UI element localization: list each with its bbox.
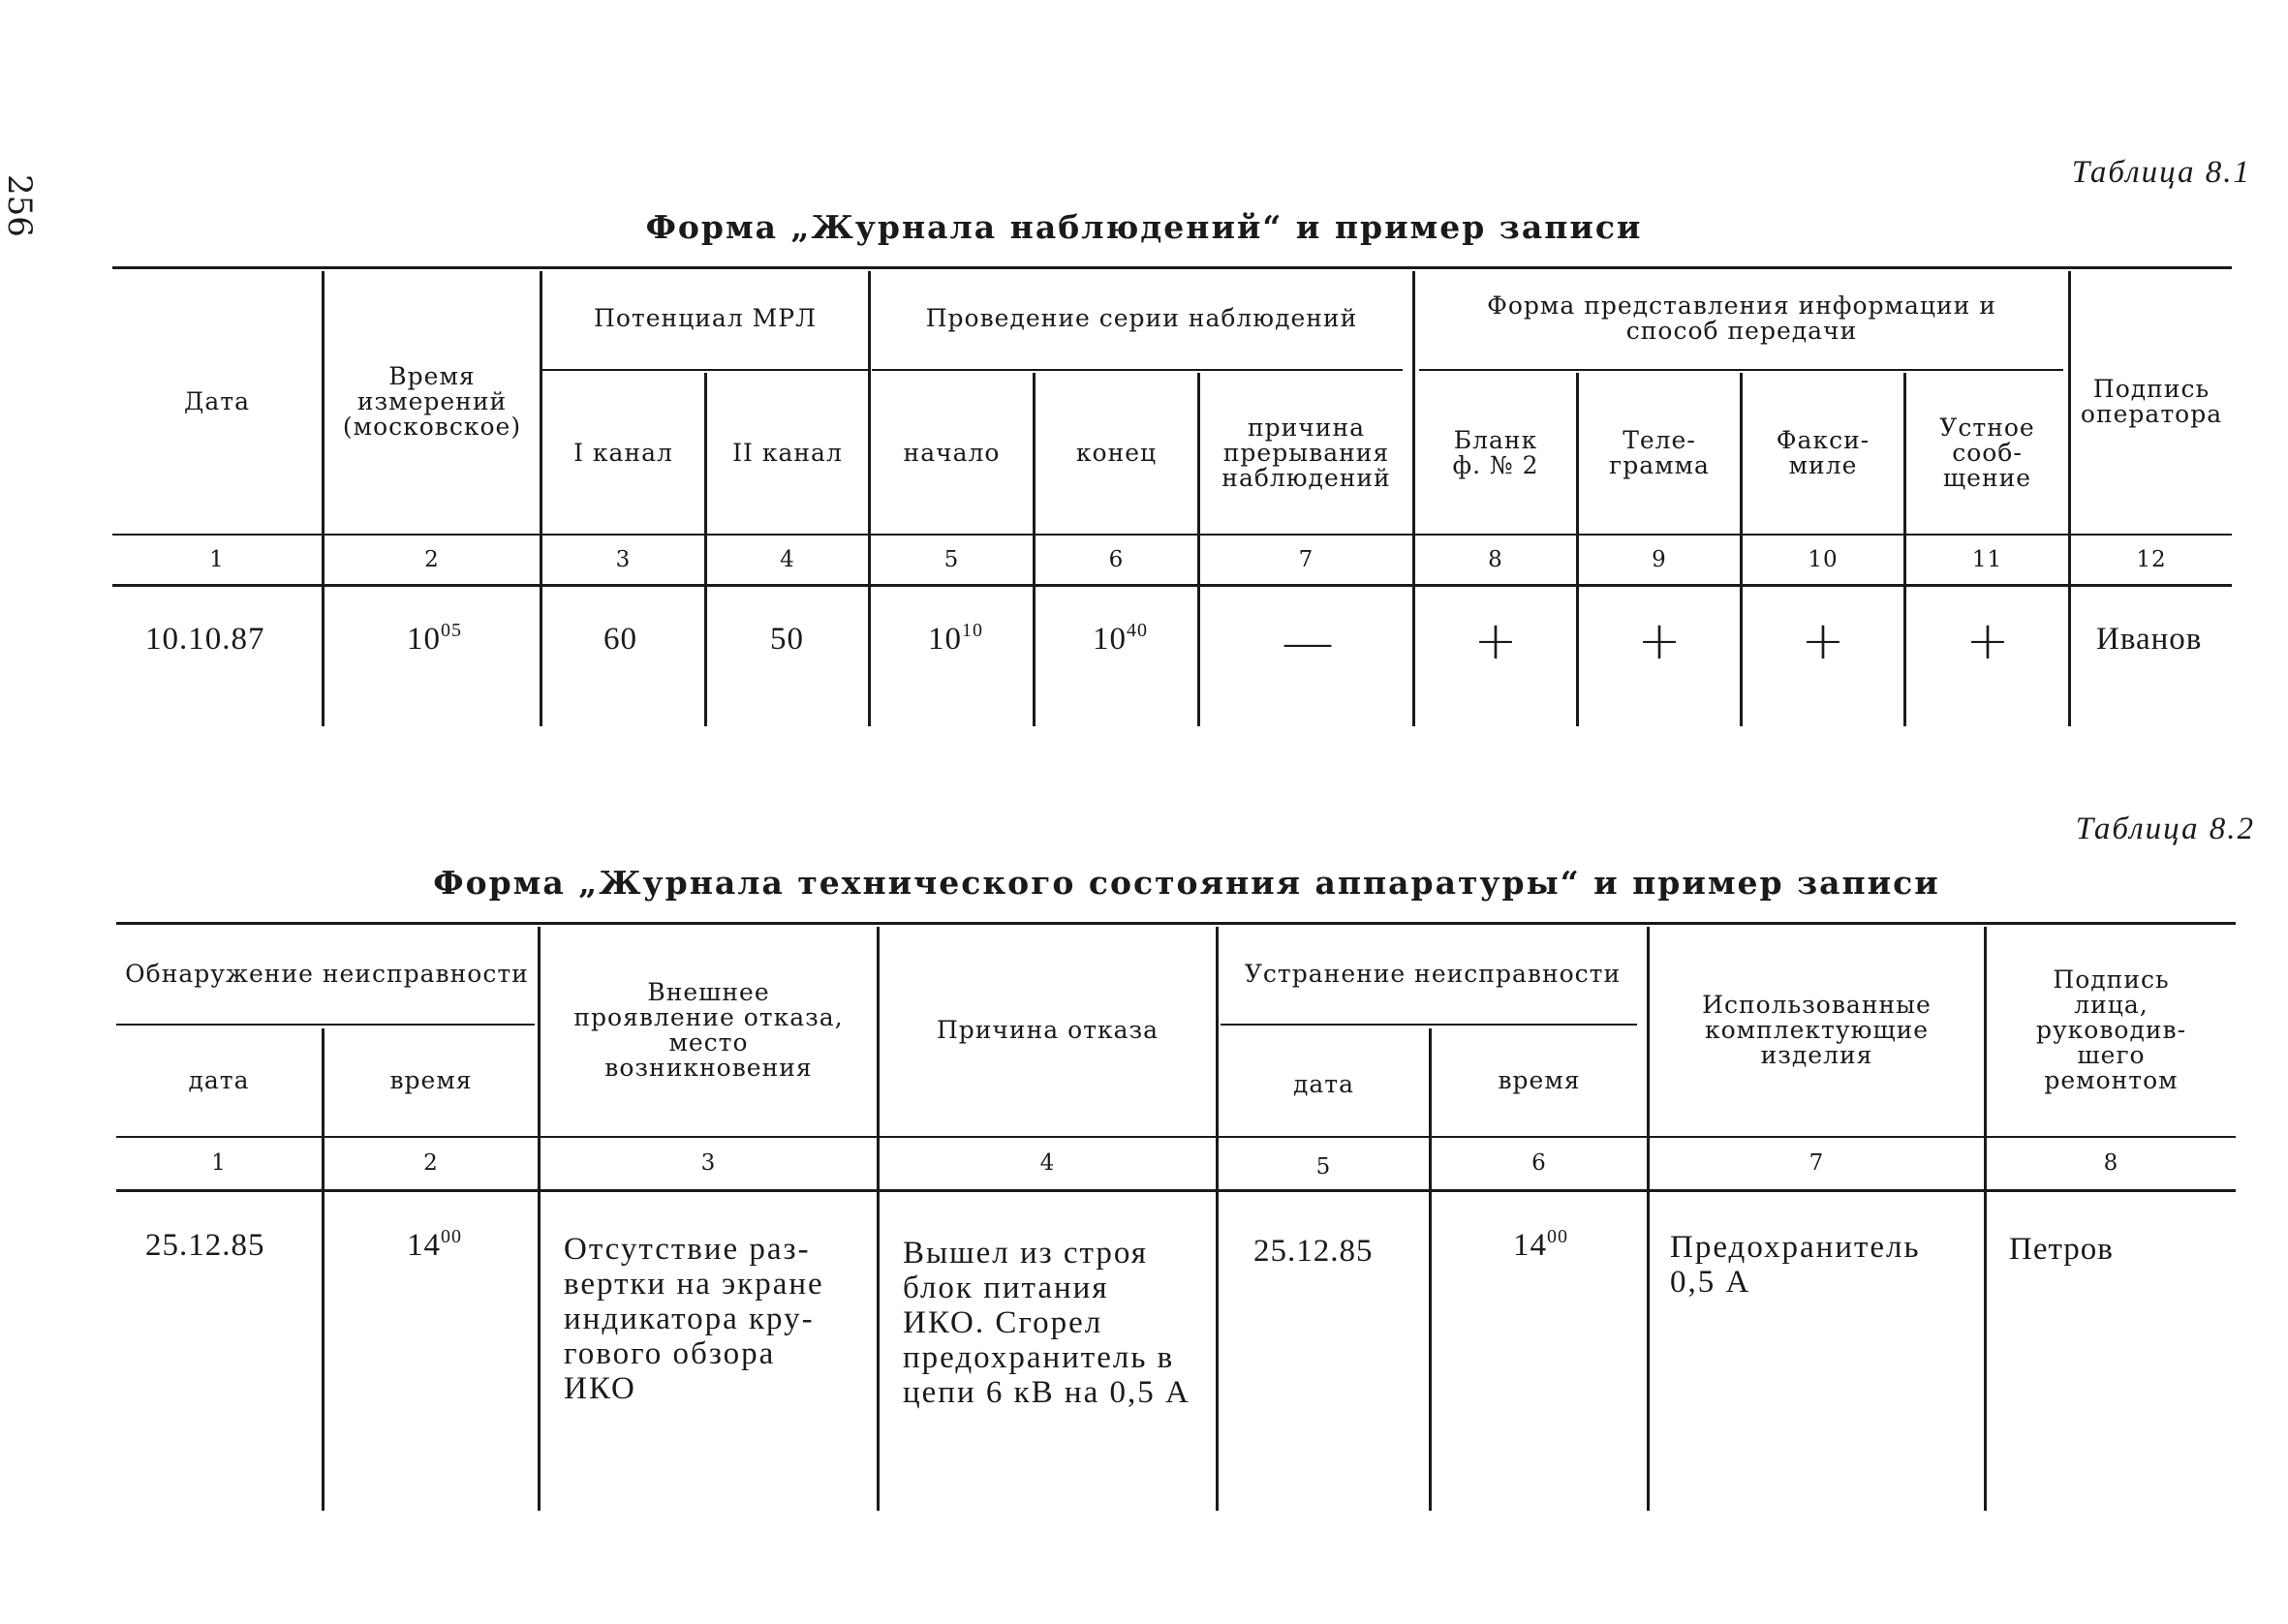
col-number: 9 <box>1652 547 1667 572</box>
col-number: 1 <box>211 1150 227 1176</box>
table2-label: Таблица 8.2 <box>2075 812 2255 846</box>
table2-top-rule <box>116 922 2236 925</box>
header-date: Дата <box>184 387 250 415</box>
header-start: начало <box>903 438 1001 467</box>
row-sign: Петров <box>2009 1232 2114 1267</box>
col-number: 4 <box>1039 1150 1056 1176</box>
row-oral: + <box>1965 610 2010 671</box>
header-telegram: Теле- грамма <box>1609 425 1710 479</box>
col-number: 5 <box>1315 1154 1332 1180</box>
row-ch1: 60 <box>603 622 637 657</box>
header-reason: причина прерывания наблюдений <box>1221 413 1391 492</box>
header-parts: Использованные комплектующие изделия <box>1702 990 1932 1069</box>
header-time: время <box>389 1066 473 1094</box>
rule <box>542 369 868 371</box>
header-fix-date: дата <box>1292 1070 1355 1098</box>
header-time: Время измерений (московское) <box>342 362 522 441</box>
header-oral: Устное сооб- щение <box>1939 413 2035 492</box>
header-detect: Обнаружение неисправности <box>125 959 529 988</box>
col-number: 6 <box>1108 547 1125 572</box>
row-manifest: Отсутствие раз- вертки на экране индикатора кру- гового обзора ИКО <box>564 1232 824 1406</box>
row-cause: Вышел из строя блок питания ИКО. Сгорел предохранитель в цепи 6 кВ на 0,5 А <box>903 1236 1190 1410</box>
row-date: 10.10.87 <box>145 622 265 657</box>
col-number: 3 <box>615 547 632 572</box>
row-parts: Предохранитель 0,5 А <box>1670 1230 1921 1300</box>
header-form: Форма представления информации и способ передачи <box>1487 291 1996 345</box>
row-fix-date: 25.12.85 <box>1253 1234 1374 1269</box>
rule <box>116 1024 535 1026</box>
row-blank: + <box>1473 610 1518 671</box>
header-potential: Потенциал МРЛ <box>594 304 817 332</box>
col-number: 7 <box>1298 547 1314 572</box>
col-number: 1 <box>209 547 225 572</box>
rule <box>1419 369 2063 371</box>
table2-title: Форма „Журнала технического состояния аппаратуры“ и пример записи <box>433 864 1940 902</box>
table1-title: Форма „Журнала наблюдений“ и пример записи <box>645 208 1643 246</box>
header-fix-time: время <box>1498 1066 1581 1094</box>
page-number: 256 <box>0 174 39 237</box>
col-number: 7 <box>1809 1150 1825 1176</box>
header-blank: Бланк ф. № 2 <box>1452 425 1539 479</box>
header-ch2: II канал <box>732 438 843 467</box>
col-number: 6 <box>1531 1150 1547 1176</box>
rule <box>112 584 2232 587</box>
col-number: 8 <box>2103 1150 2119 1176</box>
col-number: 8 <box>1488 547 1503 572</box>
row-end: $10^{40}$ <box>1093 620 1148 657</box>
col-number: 3 <box>700 1150 717 1176</box>
col-number: 2 <box>423 1150 439 1176</box>
table1-label: Таблица 8.1 <box>2071 155 2251 190</box>
header-fix: Устранение неисправности <box>1244 959 1622 988</box>
rule <box>872 369 1403 371</box>
row-ch2: 50 <box>770 622 804 657</box>
row-date: 25.12.85 <box>145 1228 265 1263</box>
col-number: 2 <box>424 547 440 572</box>
header-date: дата <box>188 1066 250 1094</box>
row-telegram: + <box>1637 610 1682 671</box>
col-number: 12 <box>2136 547 2167 572</box>
header-series: Проведение серии наблюдений <box>925 304 1358 332</box>
rule <box>116 1136 2236 1138</box>
row-fax: + <box>1801 610 1845 671</box>
col-number: 4 <box>780 547 795 572</box>
row-time: $10^{05}$ <box>407 620 462 657</box>
header-end: конец <box>1075 438 1158 467</box>
header-ch1: I канал <box>573 438 673 467</box>
table1-top-rule <box>112 266 2232 269</box>
rule <box>112 534 2232 536</box>
col-number: 11 <box>1971 547 2003 572</box>
row-time: $14^{00}$ <box>407 1226 462 1263</box>
header-sign: Подпись лица, руководив- шего ремонтом <box>2035 965 2187 1094</box>
row-start: $10^{10}$ <box>928 620 983 657</box>
header-sign: Подпись оператора <box>2080 375 2223 428</box>
row-sign: Иванов <box>2096 622 2203 657</box>
col-number: 5 <box>943 547 960 572</box>
header-fax: Факси- миле <box>1776 425 1871 479</box>
header-manifest: Внешнее проявление отказа, место возникновения <box>573 977 844 1082</box>
header-cause: Причина отказа <box>936 1015 1159 1044</box>
row-fix-time: $14^{00}$ <box>1513 1226 1568 1263</box>
rule <box>116 1189 2236 1192</box>
row-reason: — <box>1282 612 1334 673</box>
col-number: 10 <box>1808 547 1839 572</box>
rule <box>1221 1024 1637 1026</box>
